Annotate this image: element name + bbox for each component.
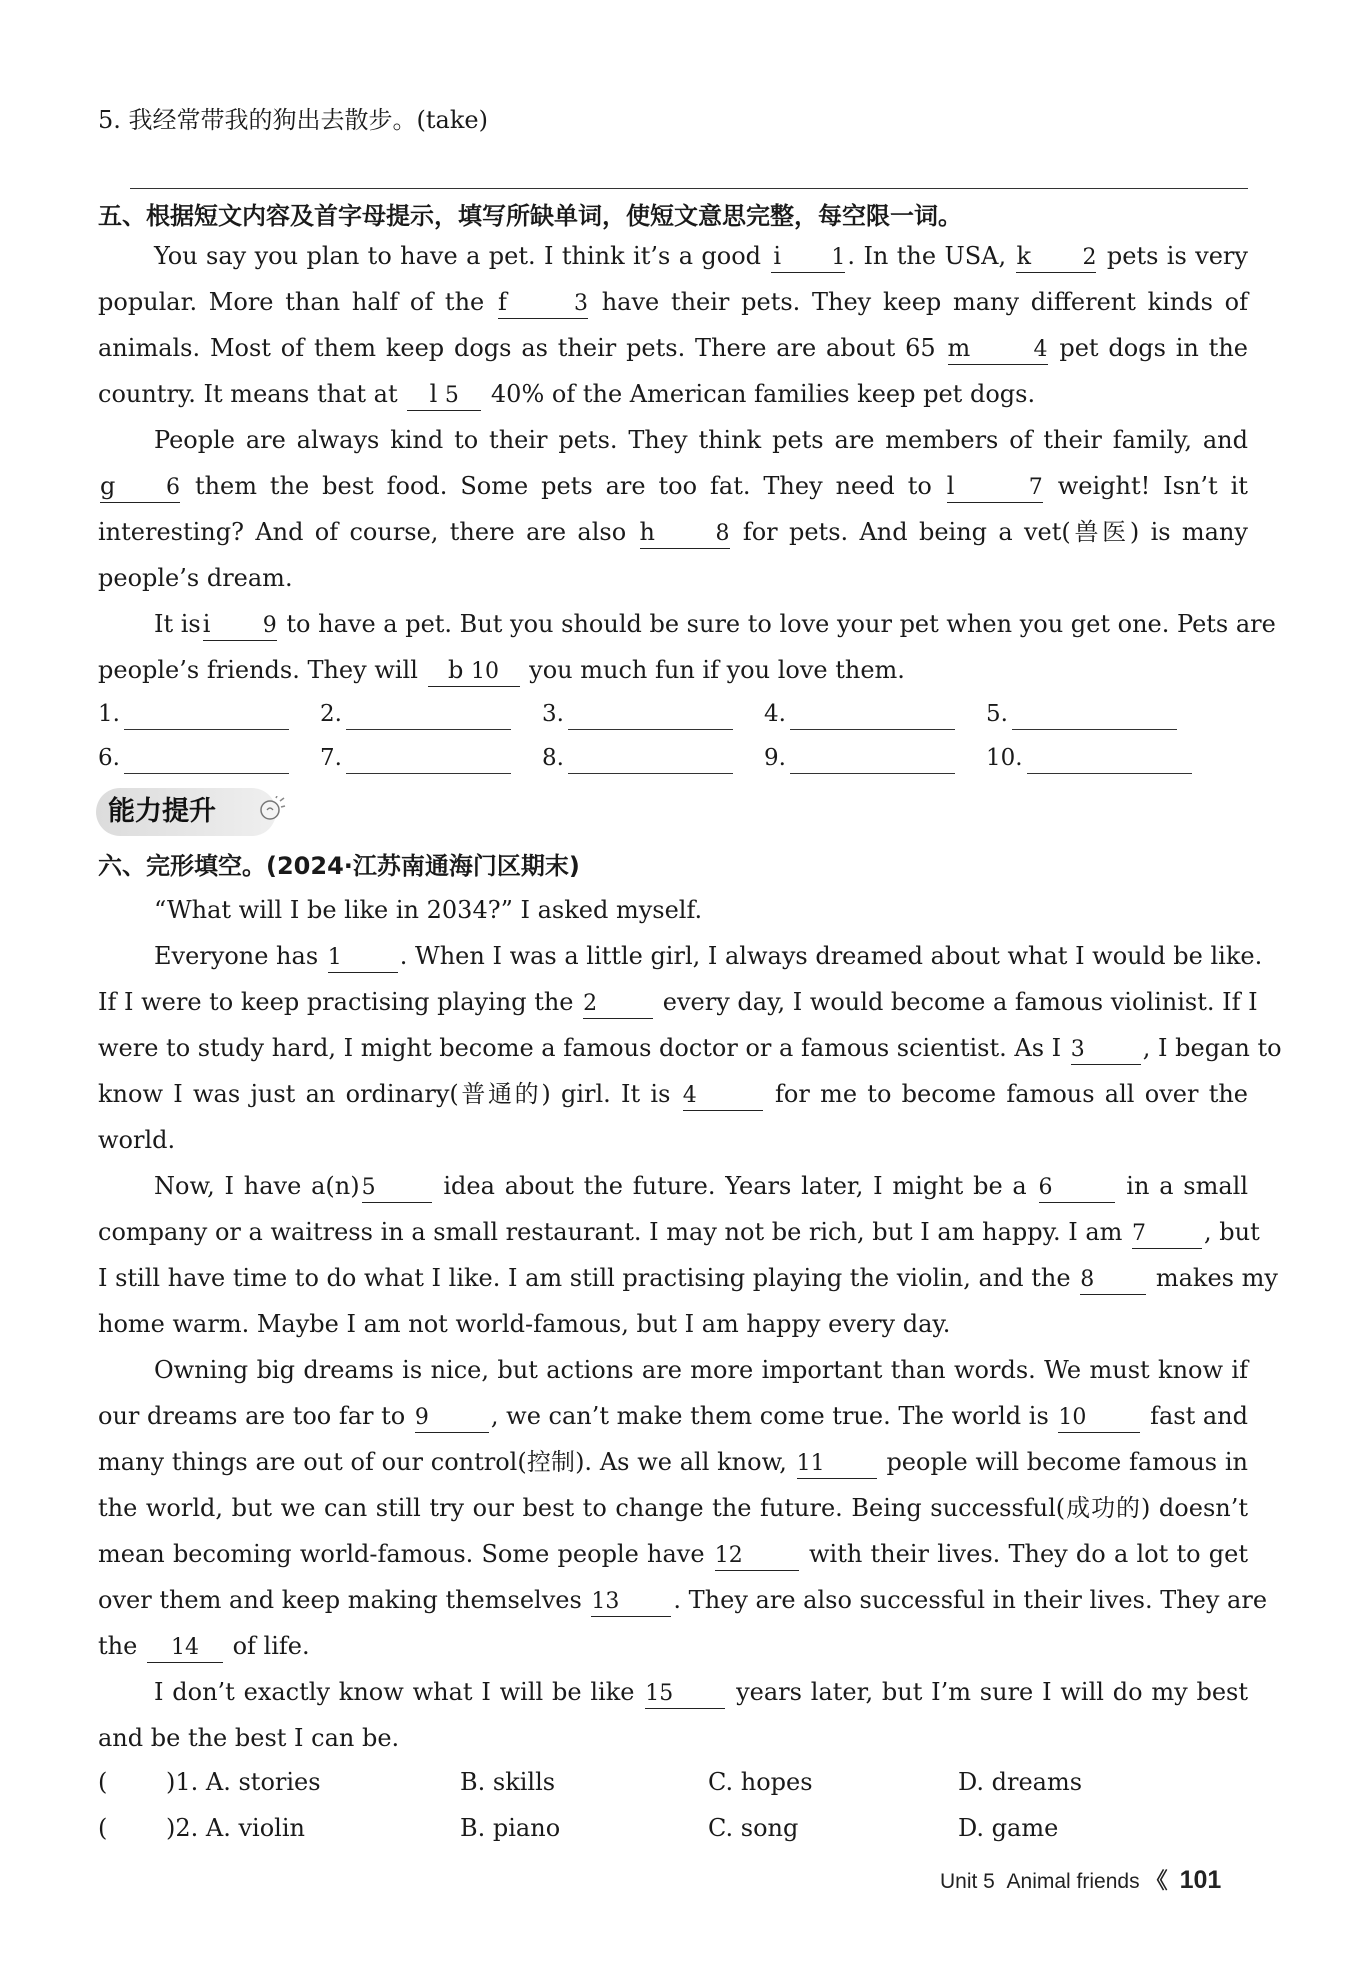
cloze-line — [98, 1262, 1278, 1295]
blank-number: 15 — [645, 1681, 674, 1706]
blank-number: 8 — [715, 521, 730, 546]
text-span: makes my — [1155, 1264, 1278, 1292]
blank-number: 8 — [1080, 1267, 1095, 1292]
cloze-line — [98, 1354, 1248, 1386]
option-b[interactable]: B. skills — [460, 1768, 556, 1796]
page-footer — [940, 1864, 1221, 1895]
hint-letter: l — [429, 380, 438, 408]
text-span: If I were to keep practising playing the — [98, 988, 574, 1016]
text-span: , we can’t make them come true. The world is — [490, 1402, 1049, 1430]
text-span: know I was just an ordinary(普通的) girl. It is — [98, 1080, 671, 1108]
blank-number: 10 — [1058, 1405, 1087, 1430]
cloze-line — [98, 894, 1248, 926]
cloze-line — [98, 986, 1258, 1019]
cloze-blank-6[interactable] — [1039, 1172, 1115, 1203]
cloze-blank-9[interactable] — [415, 1402, 489, 1433]
text-span: in a small — [1126, 1172, 1249, 1200]
cloze-line — [98, 1078, 1248, 1111]
hint-letter: h — [639, 518, 655, 546]
answer-label: 7. — [320, 745, 342, 771]
blank-10[interactable] — [428, 656, 520, 687]
option-c[interactable]: C. hopes — [708, 1768, 813, 1796]
option-c[interactable]: C. song — [708, 1814, 799, 1842]
option-d[interactable]: D. dreams — [958, 1768, 1083, 1796]
text-span: them the best food. Some pets are too fat. They need to — [194, 472, 932, 500]
hint-letter: i — [773, 242, 782, 270]
blank-3[interactable] — [498, 288, 588, 319]
answer-label: 10. — [986, 745, 1023, 771]
cloze-blank-15[interactable] — [645, 1678, 725, 1709]
answer-bracket[interactable]: ( — [98, 1814, 108, 1842]
hint-letter: k — [1016, 242, 1032, 270]
text-span: . They are also successful in their lives. They are — [673, 1586, 1268, 1614]
blank-number: 7 — [1028, 475, 1043, 500]
text-span: you much fun if you love them. — [529, 656, 905, 684]
hint-letter: f — [497, 288, 507, 316]
blank-number: 2 — [1082, 245, 1097, 270]
blank-number: 4 — [682, 1083, 697, 1108]
text-span: people will become famous in — [886, 1448, 1248, 1476]
section-5-heading: 五、根据短文内容及首字母提示，填写所缺单词，使短文意思完整，每空限一词。 — [98, 202, 962, 230]
cloze-blank-5[interactable] — [362, 1172, 432, 1203]
answer-slot[interactable] — [764, 742, 955, 774]
blank-number: 6 — [166, 475, 180, 500]
hint-letter: m — [947, 334, 971, 362]
blank-number: 14 — [170, 1635, 199, 1660]
option-a[interactable]: )1. A. stories — [166, 1768, 321, 1796]
hint-letter: b — [448, 656, 464, 684]
cloze-line — [98, 1722, 1248, 1754]
blank-number: 7 — [1132, 1221, 1147, 1246]
blank-number: 1 — [327, 945, 342, 970]
option-d[interactable]: D. game — [958, 1814, 1059, 1842]
text-span: our dreams are too far to — [98, 1402, 406, 1430]
hint-letter: i — [202, 610, 211, 638]
passage-line — [98, 470, 1248, 503]
question-5 — [98, 104, 1248, 136]
hint-letter: l — [946, 472, 955, 500]
text-span: with their lives. They do a lot to get — [809, 1540, 1248, 1568]
text-span: country. It means that at — [98, 380, 398, 408]
answer-slot[interactable] — [98, 742, 289, 774]
answer-line-q5 — [130, 188, 1248, 189]
text-span: many things are out of our control(控制). As we all know, — [98, 1448, 787, 1476]
text-span: to have a pet. But you should be sure to love your pet when you get one. Pets are — [286, 610, 1276, 638]
text-span: every day, I would become a famous violinist. If I — [662, 988, 1258, 1016]
chevron-left-icon: 《 — [1145, 1868, 1168, 1893]
text-span: pet dogs in the — [1059, 334, 1248, 362]
blank-9[interactable] — [203, 610, 277, 641]
answer-slot[interactable] — [764, 698, 955, 730]
text-span: the — [98, 1632, 138, 1660]
text-span: pets is very — [1106, 242, 1248, 270]
text-span: mean becoming world-famous. Some people have — [98, 1540, 705, 1568]
blank-4[interactable] — [948, 334, 1048, 365]
answer-row-1 — [98, 698, 1248, 734]
answer-slot[interactable] — [320, 742, 511, 774]
text-span: and be the best I can be. — [98, 1724, 400, 1752]
passage-line — [98, 378, 1248, 411]
answer-label: 4. — [764, 701, 786, 727]
passage-line — [98, 240, 1248, 273]
cloze-line — [98, 1032, 1282, 1065]
answer-slot[interactable] — [320, 698, 511, 730]
cloze-blank-10[interactable] — [1058, 1402, 1140, 1433]
passage-line — [98, 286, 1248, 319]
blank-1[interactable] — [771, 242, 845, 273]
blank-number: 1 — [831, 245, 846, 270]
answer-label: 2. — [320, 701, 342, 727]
cloze-blank-13[interactable] — [591, 1586, 671, 1617]
text-span: 40% of the American families keep pet dogs. — [490, 380, 1036, 408]
blank-number: 10 — [471, 659, 500, 684]
answer-slot[interactable] — [98, 698, 289, 730]
cloze-blank-11[interactable] — [797, 1448, 877, 1479]
cloze-line — [98, 1446, 1248, 1479]
text-span: animals. Most of them keep dogs as their pets. There are about 65 — [98, 334, 936, 362]
text-span: fast and — [1150, 1402, 1248, 1430]
blank-number: 6 — [1038, 1175, 1053, 1200]
text-span: Now, I have a(n) — [154, 1172, 360, 1200]
page-number: 101 — [1179, 1866, 1222, 1894]
passage-line — [98, 424, 1248, 456]
text-span: for me to become famous all over the — [775, 1080, 1249, 1108]
blank-5[interactable] — [407, 380, 481, 411]
passage-line — [98, 332, 1248, 365]
cloze-line — [98, 1538, 1248, 1571]
cloze-line — [98, 1400, 1248, 1433]
text-span: I still have time to do what I like. I am still practising playing the violin, and the — [98, 1264, 1071, 1292]
text-span: It is — [154, 610, 201, 638]
lightbulb-icon — [258, 796, 286, 824]
text-span: , I began to — [1142, 1034, 1282, 1062]
text-span: of life. — [232, 1632, 310, 1660]
cloze-line — [98, 1676, 1248, 1709]
answer-label: 9. — [764, 745, 786, 771]
text-span: the world, but we can still try our best to change the future. Being successful(成功的) doesn’t — [98, 1494, 1248, 1522]
blank-number: 9 — [414, 1405, 429, 1430]
cloze-line — [98, 1170, 1248, 1203]
text-span: world. — [98, 1126, 176, 1154]
cloze-line — [98, 1584, 1268, 1617]
blank-number: 5 — [444, 383, 459, 408]
blank-number: 13 — [591, 1589, 620, 1614]
passage-line — [98, 516, 1248, 549]
text-span: idea about the future. Years later, I might be a — [443, 1172, 1027, 1200]
text-span: Everyone has — [154, 942, 319, 970]
question-5-text: 5. 我经常带我的狗出去散步。(take) — [98, 106, 488, 134]
text-span: You say you plan to have a pet. I think it’s a good — [154, 242, 770, 270]
cloze-line — [98, 1216, 1260, 1249]
text-span: people’s friends. They will — [98, 656, 418, 684]
section-6-heading: 六、完形填空。(2024·江苏南通海门区期末) — [98, 852, 580, 880]
cloze-line — [98, 1124, 1248, 1156]
hint-letter: g — [100, 472, 116, 500]
blank-6[interactable] — [100, 472, 180, 503]
answer-bracket[interactable]: ( — [98, 1768, 108, 1796]
text-span: were to study hard, I might become a famous doctor or a famous scientist. As I — [98, 1034, 1062, 1062]
blank-number: 5 — [361, 1175, 376, 1200]
cloze-blank-7[interactable] — [1132, 1218, 1202, 1249]
text-span: interesting? And of course, there are also — [98, 518, 627, 546]
blank-number: 2 — [583, 991, 598, 1016]
blank-2[interactable] — [1016, 242, 1096, 273]
text-span: years later, but I’m sure I will do my best — [736, 1678, 1248, 1706]
text-span: . In the USA, — [847, 242, 1007, 270]
text-span: for pets. And being a vet(兽医) is many — [742, 518, 1248, 546]
text-span: weight! Isn’t it — [1057, 472, 1248, 500]
text-span: home warm. Maybe I am not world-famous, but I am happy every day. — [98, 1310, 951, 1338]
cloze-blank-1[interactable] — [328, 942, 398, 973]
cloze-blank-2[interactable] — [583, 988, 653, 1019]
unit-label: Unit 5 — [940, 1870, 995, 1893]
blank-8[interactable] — [640, 518, 730, 549]
cloze-blank-14[interactable] — [147, 1632, 223, 1663]
blank-number: 12 — [714, 1543, 743, 1568]
text-span: have their pets. They keep many different kinds of — [601, 288, 1248, 316]
answer-slot[interactable] — [542, 698, 733, 730]
unit-title: Animal friends — [1006, 1870, 1140, 1893]
text-span: company or a waitress in a small restaurant. I may not be rich, but I am happy. I am — [98, 1218, 1123, 1246]
cloze-line — [98, 1630, 1248, 1663]
passage-line — [98, 608, 1276, 641]
text-span: , but — [1204, 1218, 1260, 1246]
blank-number: 4 — [1033, 337, 1048, 362]
answer-label: 3. — [542, 701, 564, 727]
text-span: I don’t exactly know what I will be like — [154, 1678, 635, 1706]
section-badge: 能力提升 — [96, 788, 276, 836]
answer-row-2 — [98, 742, 1248, 778]
answer-slot[interactable] — [542, 742, 733, 774]
passage-line — [98, 562, 1248, 594]
text-span: popular. More than half of the — [98, 288, 485, 316]
blank-number: 3 — [1070, 1037, 1085, 1062]
text-span: over them and keep making themselves — [98, 1586, 582, 1614]
passage-line — [98, 654, 1248, 687]
option-b[interactable]: B. piano — [460, 1814, 561, 1842]
text-span: Owning big dreams is nice, but actions are more important than words. We must know if — [154, 1356, 1248, 1384]
blank-number: 3 — [573, 291, 588, 316]
cloze-blank-8[interactable] — [1080, 1264, 1146, 1295]
answer-label: 1. — [98, 701, 120, 727]
blank-number: 11 — [796, 1451, 825, 1476]
cloze-blank-3[interactable] — [1071, 1034, 1141, 1065]
answer-slot[interactable] — [986, 698, 1177, 730]
blank-7[interactable] — [947, 472, 1043, 503]
answer-slot[interactable] — [986, 742, 1192, 774]
answer-label: 5. — [986, 701, 1008, 727]
text-span: people’s dream. — [98, 564, 293, 592]
cloze-line — [98, 1492, 1248, 1524]
text-span: . When I was a little girl, I always dreamed about what I would be like. — [399, 942, 1263, 970]
cloze-blank-12[interactable] — [715, 1540, 799, 1571]
option-a[interactable]: )2. A. violin — [166, 1814, 305, 1842]
text-span: “What will I be like in 2034?” I asked myself. — [154, 896, 703, 924]
cloze-line — [98, 1308, 1248, 1340]
blank-number: 9 — [262, 613, 277, 638]
answer-label: 6. — [98, 745, 120, 771]
cloze-blank-4[interactable] — [683, 1080, 763, 1111]
cloze-line — [98, 940, 1263, 973]
text-span: People are always kind to their pets. They think pets are members of their family, and — [154, 426, 1248, 454]
answer-label: 8. — [542, 745, 564, 771]
